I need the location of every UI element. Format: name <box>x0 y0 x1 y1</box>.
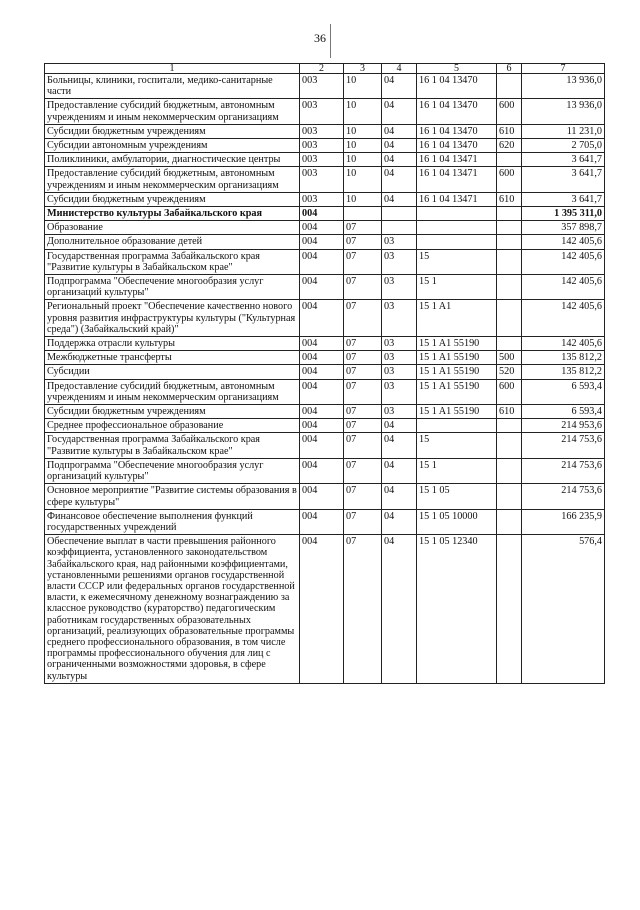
row-name: Предоставление субсидий бюджетным, автономным учреждениям и иным некоммерческим организациям <box>45 99 300 124</box>
expense-type-code: 600 <box>497 379 522 404</box>
target-article-code: 15 1 A1 55190 <box>417 379 497 404</box>
ministry-code: 004 <box>300 221 344 235</box>
column-number: 4 <box>382 64 417 74</box>
row-name: Субсидии бюджетным учреждениям <box>45 405 300 419</box>
ministry-code: 004 <box>300 249 344 274</box>
column-number: 3 <box>344 64 382 74</box>
target-article-code: 15 1 A1 55190 <box>417 365 497 379</box>
subsection-code: 04 <box>382 535 417 684</box>
expense-type-code <box>497 535 522 684</box>
table-row <box>45 192 605 206</box>
target-article-code: 15 1 05 12340 <box>417 535 497 684</box>
row-name: Обеспечение выплат в части превышения районного коэффициента, установленного законодательством Забайкальского края, над районными коэффициентами, установленными решениями органов государственной власти СССР или федеральных органов государственной власти, к ежемесячному денежному вознаграждению за классное руководство (кураторство) педагогическим работникам государственных образовательных организаций, реализующих образовательные программы среднего профессионального образования, в том числе программы профессионального обучения для лиц с ограниченными возможностями здоровья, в сфере культуры <box>45 535 300 684</box>
section-code: 10 <box>344 192 382 206</box>
section-code: 07 <box>344 300 382 337</box>
amount: 13 936,0 <box>522 74 605 99</box>
section-code: 07 <box>344 235 382 249</box>
ministry-code: 004 <box>300 379 344 404</box>
table-row <box>45 249 605 274</box>
subsection-code: 04 <box>382 139 417 153</box>
row-name: Поддержка отрасли культуры <box>45 337 300 351</box>
table-row <box>45 365 605 379</box>
row-name: Среднее профессиональное образование <box>45 419 300 433</box>
table-row <box>45 139 605 153</box>
ministry-code: 003 <box>300 192 344 206</box>
expense-type-code: 600 <box>497 99 522 124</box>
expense-type-code <box>497 153 522 167</box>
section-code: 07 <box>344 458 382 483</box>
amount: 214 753,6 <box>522 458 605 483</box>
table-row <box>45 235 605 249</box>
amount: 142 405,6 <box>522 300 605 337</box>
target-article-code: 15 1 A1 55190 <box>417 351 497 365</box>
subsection-code: 04 <box>382 99 417 124</box>
section-code: 07 <box>344 365 382 379</box>
table-row <box>45 484 605 509</box>
target-article-code: 15 1 A1 <box>417 300 497 337</box>
ministry-code: 004 <box>300 433 344 458</box>
ministry-code: 004 <box>300 300 344 337</box>
section-code: 07 <box>344 419 382 433</box>
amount: 6 593,4 <box>522 379 605 404</box>
amount: 166 235,9 <box>522 509 605 534</box>
section-code: 07 <box>344 337 382 351</box>
target-article-code: 16 1 04 13470 <box>417 99 497 124</box>
target-article-code: 16 1 04 13470 <box>417 74 497 99</box>
amount: 13 936,0 <box>522 99 605 124</box>
target-article-code: 15 1 A1 55190 <box>417 337 497 351</box>
expense-type-code <box>497 207 522 221</box>
table-row <box>45 458 605 483</box>
row-name: Субсидии автономным учреждениям <box>45 139 300 153</box>
ministry-code: 004 <box>300 509 344 534</box>
page-number: 36 <box>314 31 326 45</box>
ministry-code: 004 <box>300 535 344 684</box>
expense-type-code: 610 <box>497 405 522 419</box>
row-name: Субсидии бюджетным учреждениям <box>45 192 300 206</box>
column-number-row <box>45 64 605 74</box>
column-number: 5 <box>417 64 497 74</box>
expense-type-code <box>497 221 522 235</box>
subsection-code: 04 <box>382 509 417 534</box>
section-code: 07 <box>344 379 382 404</box>
target-article-code: 16 1 04 13470 <box>417 139 497 153</box>
amount: 214 953,6 <box>522 419 605 433</box>
expense-type-code <box>497 433 522 458</box>
target-article-code: 16 1 04 13470 <box>417 124 497 138</box>
section-code: 10 <box>344 124 382 138</box>
table-row <box>45 153 605 167</box>
amount: 135 812,2 <box>522 351 605 365</box>
expense-type-code: 520 <box>497 365 522 379</box>
expense-type-code <box>497 458 522 483</box>
expense-type-code <box>497 509 522 534</box>
ministry-code: 004 <box>300 405 344 419</box>
section-code: 10 <box>344 167 382 192</box>
ministry-code: 004 <box>300 419 344 433</box>
target-article-code <box>417 419 497 433</box>
budget-table <box>44 63 605 684</box>
amount: 11 231,0 <box>522 124 605 138</box>
column-number: 1 <box>45 64 300 74</box>
target-article-code: 16 1 04 13471 <box>417 192 497 206</box>
subsection-code <box>382 207 417 221</box>
row-name: Финансовое обеспечение выполнения функций государственных учреждений <box>45 509 300 534</box>
table-row <box>45 379 605 404</box>
section-code: 10 <box>344 74 382 99</box>
row-name: Поликлиники, амбулатории, диагностические центры <box>45 153 300 167</box>
target-article-code: 15 <box>417 433 497 458</box>
row-name: Субсидии бюджетным учреждениям <box>45 124 300 138</box>
column-number: 6 <box>497 64 522 74</box>
table-row <box>45 300 605 337</box>
table-row <box>45 405 605 419</box>
amount: 214 753,6 <box>522 433 605 458</box>
section-code: 10 <box>344 99 382 124</box>
table-row <box>45 207 605 221</box>
column-number: 2 <box>300 64 344 74</box>
subsection-code: 03 <box>382 405 417 419</box>
table-row <box>45 124 605 138</box>
row-name: Больницы, клиники, госпитали, медико-санитарные части <box>45 74 300 99</box>
expense-type-code: 620 <box>497 139 522 153</box>
scan-mark <box>330 24 331 58</box>
ministry-code: 003 <box>300 167 344 192</box>
row-name: Региональный проект "Обеспечение качественно нового уровня развития инфраструктуры культуры ("Культурная среда") (Забайкальский край)" <box>45 300 300 337</box>
subsection-code: 04 <box>382 124 417 138</box>
ministry-code: 004 <box>300 275 344 300</box>
row-name: Предоставление субсидий бюджетным, автономным учреждениям и иным некоммерческим организациям <box>45 379 300 404</box>
amount: 2 705,0 <box>522 139 605 153</box>
row-name: Подпрограмма "Обеспечение многообразия услуг организаций культуры" <box>45 275 300 300</box>
target-article-code: 15 1 <box>417 458 497 483</box>
subsection-code: 03 <box>382 300 417 337</box>
table-row <box>45 221 605 235</box>
expense-type-code <box>497 249 522 274</box>
row-name: Образование <box>45 221 300 235</box>
subsection-code: 04 <box>382 419 417 433</box>
subsection-code: 04 <box>382 458 417 483</box>
ministry-code: 004 <box>300 458 344 483</box>
amount: 3 641,7 <box>522 153 605 167</box>
section-code: 07 <box>344 221 382 235</box>
expense-type-code <box>497 300 522 337</box>
table-row <box>45 433 605 458</box>
subsection-code <box>382 221 417 235</box>
ministry-code: 004 <box>300 207 344 221</box>
row-name: Государственная программа Забайкальского края "Развитие культуры в Забайкальском крае" <box>45 433 300 458</box>
subsection-code: 04 <box>382 192 417 206</box>
table-row <box>45 351 605 365</box>
subsection-code: 03 <box>382 235 417 249</box>
amount: 142 405,6 <box>522 249 605 274</box>
expense-type-code: 610 <box>497 192 522 206</box>
ministry-code: 003 <box>300 153 344 167</box>
section-code: 07 <box>344 351 382 365</box>
row-name: Предоставление субсидий бюджетным, автономным учреждениям и иным некоммерческим организациям <box>45 167 300 192</box>
ministry-code: 004 <box>300 235 344 249</box>
section-code: 10 <box>344 153 382 167</box>
section-code: 07 <box>344 433 382 458</box>
table-row <box>45 167 605 192</box>
section-code: 07 <box>344 275 382 300</box>
table-row <box>45 535 605 684</box>
ministry-code: 003 <box>300 139 344 153</box>
table-row <box>45 337 605 351</box>
expense-type-code <box>497 74 522 99</box>
expense-type-code <box>497 235 522 249</box>
subsection-code: 03 <box>382 379 417 404</box>
subsection-code: 03 <box>382 337 417 351</box>
section-code: 07 <box>344 484 382 509</box>
section-code: 10 <box>344 139 382 153</box>
ministry-code: 004 <box>300 365 344 379</box>
amount: 3 641,7 <box>522 167 605 192</box>
amount: 142 405,6 <box>522 337 605 351</box>
table-row <box>45 99 605 124</box>
ministry-code: 004 <box>300 351 344 365</box>
ministry-code: 004 <box>300 484 344 509</box>
row-name: Подпрограмма "Обеспечение многообразия услуг организаций культуры" <box>45 458 300 483</box>
ministry-code: 003 <box>300 124 344 138</box>
target-article-code: 15 1 05 <box>417 484 497 509</box>
row-name: Основное мероприятие "Развитие системы образования в сфере культуры" <box>45 484 300 509</box>
subsection-code: 04 <box>382 74 417 99</box>
row-name: Межбюджетные трансферты <box>45 351 300 365</box>
subsection-code: 03 <box>382 351 417 365</box>
table-row <box>45 419 605 433</box>
subsection-code: 03 <box>382 365 417 379</box>
target-article-code: 15 1 <box>417 275 497 300</box>
subsection-code: 04 <box>382 484 417 509</box>
target-article-code: 15 <box>417 249 497 274</box>
section-code <box>344 207 382 221</box>
amount: 576,4 <box>522 535 605 684</box>
section-code: 07 <box>344 249 382 274</box>
target-article-code <box>417 235 497 249</box>
table-row <box>45 509 605 534</box>
table-row <box>45 275 605 300</box>
subsection-code: 04 <box>382 433 417 458</box>
target-article-code: 16 1 04 13471 <box>417 153 497 167</box>
column-number: 7 <box>522 64 605 74</box>
amount: 1 395 311,0 <box>522 207 605 221</box>
expense-type-code <box>497 484 522 509</box>
section-code: 07 <box>344 405 382 419</box>
ministry-code: 003 <box>300 99 344 124</box>
target-article-code: 16 1 04 13471 <box>417 167 497 192</box>
row-name: Дополнительное образование детей <box>45 235 300 249</box>
subsection-code: 03 <box>382 249 417 274</box>
expense-type-code: 600 <box>497 167 522 192</box>
expense-type-code <box>497 337 522 351</box>
subsection-code: 04 <box>382 153 417 167</box>
ministry-code: 004 <box>300 337 344 351</box>
ministry-code: 003 <box>300 74 344 99</box>
section-code: 07 <box>344 509 382 534</box>
target-article-code <box>417 221 497 235</box>
row-name: Государственная программа Забайкальского края "Развитие культуры в Забайкальском крае" <box>45 249 300 274</box>
amount: 3 641,7 <box>522 192 605 206</box>
expense-type-code: 610 <box>497 124 522 138</box>
amount: 142 405,6 <box>522 235 605 249</box>
row-name: Министерство культуры Забайкальского края <box>45 207 300 221</box>
subsection-code: 04 <box>382 167 417 192</box>
expense-type-code: 500 <box>497 351 522 365</box>
expense-type-code <box>497 419 522 433</box>
target-article-code: 15 1 05 10000 <box>417 509 497 534</box>
amount: 214 753,6 <box>522 484 605 509</box>
row-name: Субсидии <box>45 365 300 379</box>
expense-type-code <box>497 275 522 300</box>
amount: 6 593,4 <box>522 405 605 419</box>
amount: 142 405,6 <box>522 275 605 300</box>
target-article-code: 15 1 A1 55190 <box>417 405 497 419</box>
subsection-code: 03 <box>382 275 417 300</box>
target-article-code <box>417 207 497 221</box>
amount: 135 812,2 <box>522 365 605 379</box>
table-row <box>45 74 605 99</box>
section-code: 07 <box>344 535 382 684</box>
amount: 357 898,7 <box>522 221 605 235</box>
